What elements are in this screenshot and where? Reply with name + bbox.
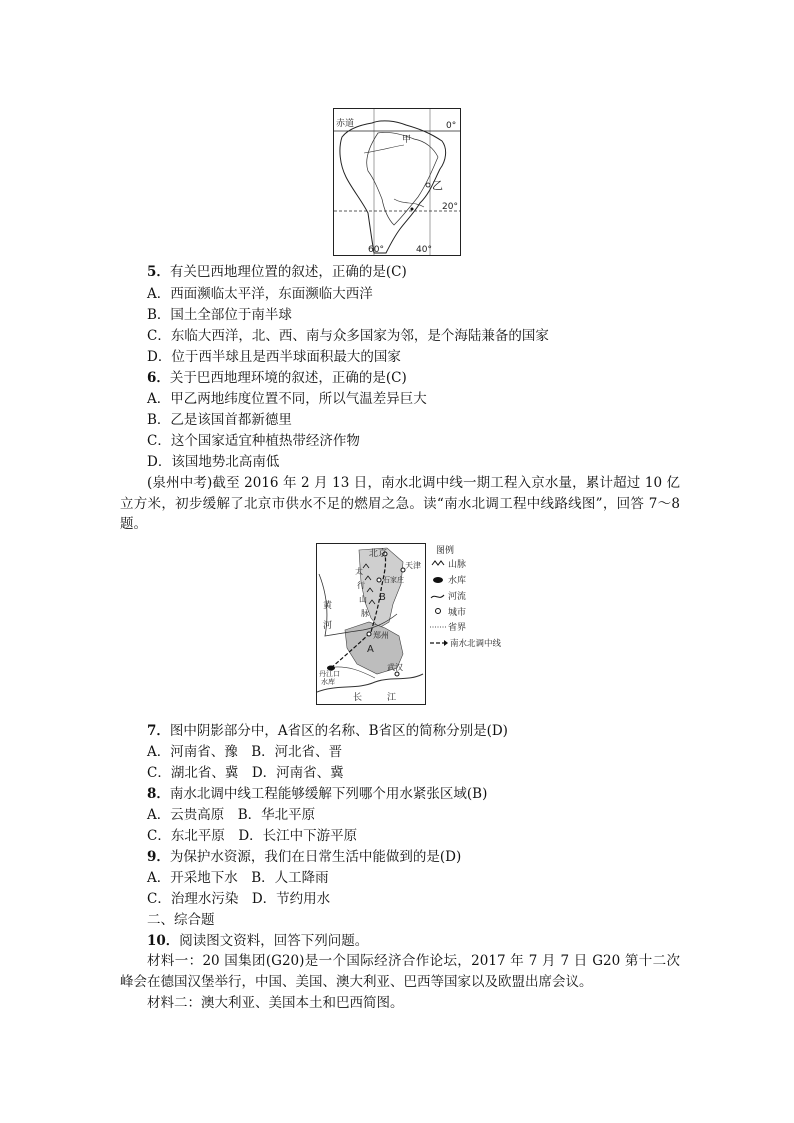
wuhan-label: 武汉: [387, 663, 403, 672]
question-9-stem: [147, 847, 461, 867]
question-10-stem: [147, 931, 368, 951]
legend-reservoir: 水库: [448, 576, 467, 586]
question-6-text: 关于巴西地理环境的叙述，正确的是(C): [169, 370, 407, 386]
section-heading: 二、综合题: [147, 912, 215, 928]
question-9-number: 9．: [147, 849, 170, 865]
question-6-option-a: A．甲乙两地纬度位置不同，所以气温差异巨大: [147, 391, 427, 407]
danjiangkou-label: 丹江口: [319, 670, 340, 678]
question-8-options-cd: C．东北平原 D．长江中下游平原: [147, 828, 358, 844]
legend-route: 南水北调中线: [450, 639, 502, 649]
question-6-option-b: B．乙是该国首都新德里: [147, 412, 292, 428]
jia-label: 甲: [402, 135, 412, 145]
question-5-number: 5．: [147, 264, 170, 280]
lat-20-label: 20°: [442, 202, 458, 212]
question-8-text: 南水北调中线工程能够缓解下列哪个用水紧张区域(B): [169, 786, 488, 802]
question-9-text: 为保护水资源，我们在日常生活中能做到的是(D): [169, 849, 462, 865]
tianjin-label: 天津: [405, 561, 421, 570]
question-9-options-ab: A．开采地下水 B．人工降雨: [147, 870, 329, 886]
question-5-option-c: C．东临大西洋，北、西、南与众多国家为邻，是个海陆兼备的国家: [147, 328, 549, 344]
shan-label: 山: [359, 595, 367, 604]
legend-title: 图例: [436, 546, 455, 556]
map-legend: [426, 543, 516, 653]
reservoir-label: 水库: [321, 678, 335, 686]
question-5-text: 有关巴西地理位置的叙述，正确的是(C): [169, 264, 407, 280]
brazil-map: [333, 108, 461, 256]
question-7-stem: [147, 721, 508, 741]
equator-label: 赤道: [336, 119, 355, 129]
question-7-options-ab: A．河南省、豫 B．河北省、晋: [147, 744, 343, 760]
water-diversion-map: [316, 543, 516, 705]
legend-river: 河流: [448, 592, 467, 602]
lon-60-label: 60°: [368, 245, 384, 255]
chang-label: 长: [353, 693, 363, 703]
material-one: 材料一：20 国集团(G20)是一个国际经济合作论坛，2017 年 7 月 7 日 G20 第十二次峰会在德国汉堡举行，中国、美国、澳大利亚、巴西等国家以及欧盟出席会议。: [120, 953, 680, 990]
yi-label: 乙: [432, 179, 443, 192]
legend-city: 城市: [448, 608, 467, 618]
beijing-label: 北京: [369, 549, 388, 559]
question-6-number: 6．: [147, 370, 170, 386]
zero-degree-label: 0°: [446, 121, 457, 131]
question-9-options-cd: C．治理水污染 D．节约用水: [147, 891, 331, 907]
intro-paragraph: (泉州中考)截至 2016 年 2 月 13 日，南水北调中线一期工程入京水量，累计超过 10 亿立方米，初步缓解了北京市供水不足的燃眉之急。读“南水北调工程中线路线图”，回答 7～8 题。: [120, 475, 680, 532]
zhengzhou-label: 郑州: [373, 631, 389, 640]
material-two: 材料二：澳大利亚、美国本土和巴西简图。: [147, 995, 404, 1011]
b-label: B: [379, 592, 386, 603]
a-label: A: [367, 644, 374, 655]
question-8-number: 8．: [147, 786, 170, 802]
question-6-option-d: D．该国地势北高南低: [147, 454, 280, 470]
he-label: 河: [323, 621, 333, 631]
tai-label: 太: [355, 567, 363, 576]
question-8-stem: [147, 784, 487, 804]
question-10-text: 阅读图文资料，回答下列问题。: [179, 933, 369, 949]
hang-label: 行: [357, 581, 365, 590]
question-5-option-b: B．国土全部位于南半球: [147, 307, 292, 323]
question-6-option-c: C．这个国家适宜种植热带经济作物: [147, 433, 360, 449]
question-10-number: 10．: [147, 933, 180, 949]
shijiazhuang-label: 石家庄: [383, 576, 404, 584]
question-7-text: 图中阴影部分中，A省区的名称、B省区的简称分别是(D): [169, 723, 508, 739]
question-7-number: 7．: [147, 723, 170, 739]
jiang-label: 江: [387, 693, 397, 703]
question-7-options-cd: C．湖北省、冀 D．河南省、冀: [147, 765, 344, 781]
question-5-stem: [147, 262, 407, 282]
question-5-option-a: A．西面濒临太平洋，东面濒临大西洋: [147, 286, 373, 302]
lon-40-label: 40°: [416, 245, 432, 255]
question-8-options-ab: A．云贵高原 B．华北平原: [147, 807, 316, 823]
legend-border: 省界: [448, 623, 467, 633]
question-5-option-d: D．位于西半球且是西半球面积最大的国家: [147, 349, 401, 365]
huang-label: 黄: [323, 601, 333, 611]
mai-label: 脉: [361, 609, 369, 618]
legend-mountain: 山脉: [448, 560, 467, 570]
question-6-stem: [147, 368, 407, 388]
